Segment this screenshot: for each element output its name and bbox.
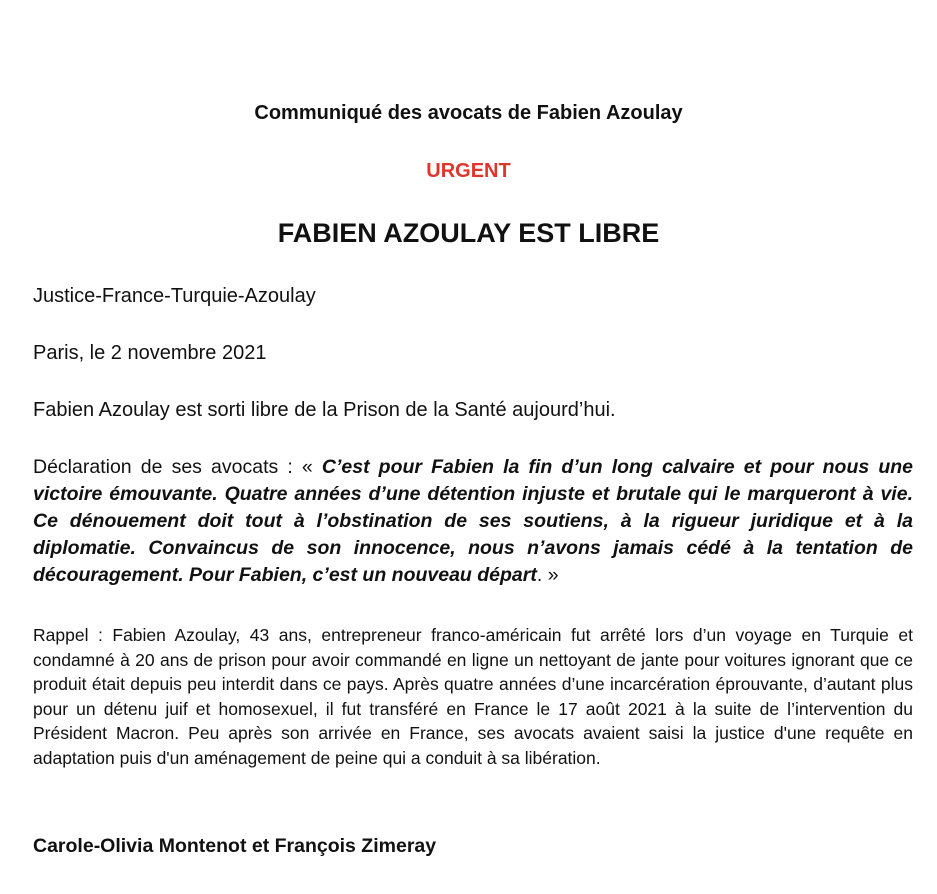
subject-tags: Justice-France-Turquie-Azoulay bbox=[33, 285, 316, 307]
declaration-outro: . » bbox=[536, 564, 559, 586]
declaration-quote: C’est pour Fabien la fin d’un long calvaire et pour nous une victoire émouvante. Quatre années d’une détention injuste et brutale qui le marqueront à vie. Ce dénouement doit tout à l’obstination de ses soutiens, à la rigueur juridique et à la diplomatie. Convaincus de son innocence, nous n’avons jamais cédé à la tentation de découragement. Pour Fabien, c’est un nouveau départ bbox=[33, 456, 914, 586]
declaration-intro: Déclaration de ses avocats : « bbox=[33, 456, 322, 478]
urgent-label: URGENT bbox=[426, 160, 511, 182]
lawyers-declaration bbox=[33, 454, 913, 589]
document-header-title: Communiqué des avocats de Fabien Azoulay bbox=[254, 102, 683, 124]
signature: Carole-Olivia Montenot et François Zimeray bbox=[33, 835, 437, 857]
dateline: Paris, le 2 novembre 2021 bbox=[33, 342, 267, 364]
reminder-paragraph: Rappel : Fabien Azoulay, 43 ans, entrepreneur franco-américain fut arrêté lors d’un voyage en Turquie et condamné à 20 ans de prison pour avoir commandé en ligne un nettoyant de jante pour voitures ignorant que ce produit était depuis peu interdit dans ce pays. Après quatre années d’une incarcération éprouvante, d’autant plus pour un détenu juif et homosexuel, il fut transféré en France le 17 août 2021 à la suite de l’intervention du Président Macron. Peu après son arrivée en France, ses avocats avaient saisi la justice d'une requête en adaptation puis d'un aménagement de peine qui a conduit à sa libération. bbox=[33, 625, 913, 768]
lead-paragraph: Fabien Azoulay est sorti libre de la Prison de la Santé aujourd’hui. bbox=[33, 399, 616, 421]
headline: FABIEN AZOULAY EST LIBRE bbox=[277, 218, 660, 248]
